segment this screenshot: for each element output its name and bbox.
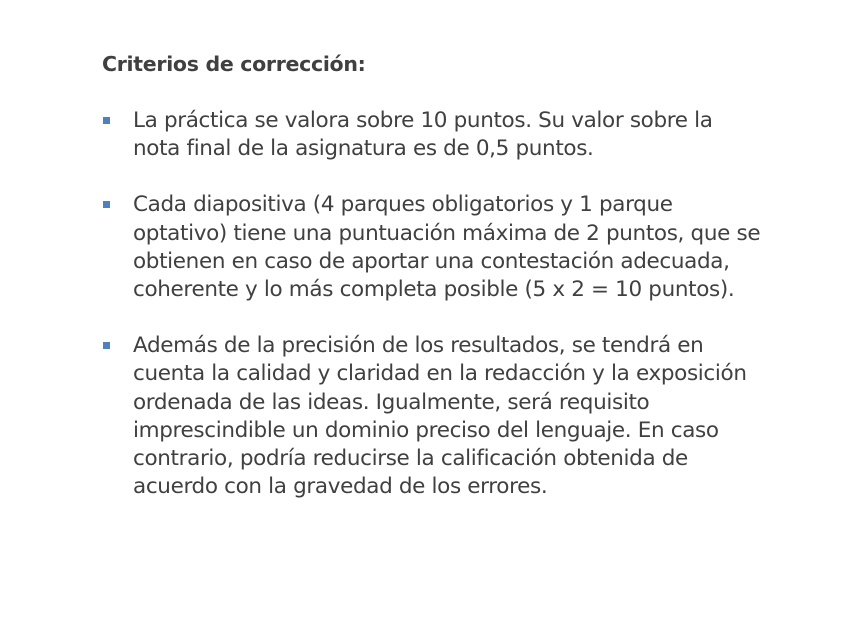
square-bullet-icon	[103, 201, 110, 208]
criteria-item-language	[102, 332, 762, 501]
criteria-item-text: La práctica se valora sobre 10 puntos. Su valor sobre la nota final de la asignatura es de 0,5 puntos.	[133, 108, 713, 162]
criteria-item-slides	[102, 191, 762, 304]
section-heading: Criterios de corrección:	[102, 52, 366, 76]
square-bullet-icon	[103, 117, 110, 124]
criteria-list	[102, 107, 762, 501]
criteria-item-text: Cada diapositiva (4 parques obligatorios y 1 parque optativo) tiene una puntuación máxima de 2 puntos, que se obtienen en caso de aportar una contestación adecuada, coherente y lo más completa posible (5 x 2 = 10 puntos).	[133, 192, 761, 303]
criteria-item-scoring	[102, 107, 762, 163]
criteria-item-text: Además de la precisión de los resultados, se tendrá en cuenta la calidad y claridad en la redacción y la exposición ordenada de las ideas. Igualmente, será requisito imprescindible un dominio preciso del lenguaje. En caso contrario, podría reducirse la calificación obtenida de acuerdo con la gravedad de los errores.	[133, 333, 747, 500]
square-bullet-icon	[103, 342, 110, 349]
